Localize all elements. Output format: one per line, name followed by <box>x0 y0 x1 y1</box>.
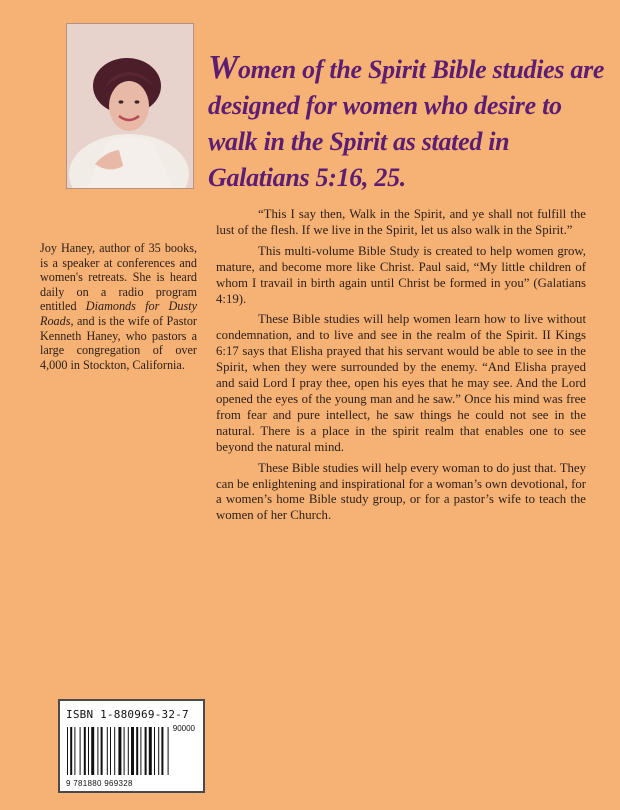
barcode-bar <box>110 727 111 775</box>
barcode-bar <box>97 727 98 775</box>
barcode-bar <box>67 727 68 775</box>
barcode-bar <box>124 727 125 775</box>
barcode-bar <box>145 727 147 775</box>
barcode-bar <box>158 727 159 775</box>
barcode-bar <box>88 727 89 775</box>
paragraph-uses: These Bible studies will help every woman to do just that. They can be enlightening and inspirational for a woman’s own devotional, for a women’s home Bible study group, or for a pastor’s wife to teach the women of her Church. <box>216 460 586 523</box>
barcode-bar <box>128 727 129 775</box>
barcode-box <box>58 699 205 793</box>
barcode-bar <box>161 727 163 775</box>
barcode-bar <box>136 727 138 775</box>
barcode-bar <box>140 727 141 775</box>
author-photo <box>66 23 194 189</box>
ean-number: 9 781880 969328 <box>66 779 133 788</box>
barcode-bar <box>80 727 81 775</box>
headline <box>208 50 608 196</box>
barcode-bar <box>118 727 121 775</box>
isbn-label: ISBN 1-880969-32-7 <box>66 708 189 721</box>
headline-text: omen of the Spirit Bible studies are designed for women who desire to walk in the Spirit as stated in Galatians 5:16, 25. <box>208 55 605 192</box>
description-body <box>216 207 586 529</box>
barcode-bar <box>154 727 155 775</box>
paragraph-elisha: These Bible studies will help women learn how to live without condemnation, and to live and see in the realm of the Spirit. II Kings 6:17 says that Elisha prayed that his servant would be able to see in the Spirit, when they were surrounded by the enemy. “And Elisha prayed and said Lord I pray thee, open his eyes that he may see. And the Lord opened the eyes of the young man and he saw.” Once his mind was free from fear and pure intellect, he saw things he could not see in the natural. There is a place in the spirit realm that enables one to see beyond the natural mind. <box>216 312 586 454</box>
barcode-bar <box>149 727 152 775</box>
barcode-bar <box>74 727 75 775</box>
bio-program-title: Diamonds for Dusty Roads, <box>40 299 197 328</box>
barcode-bar <box>70 727 72 775</box>
barcode-bar <box>168 727 169 775</box>
barcode-bar <box>91 727 94 775</box>
barcode-bar <box>131 727 134 775</box>
barcode-bar <box>114 727 115 775</box>
paragraph-scripture-quote: “This I say then, Walk in the Spirit, and ye shall not fulfill the lust of the flesh. If we live in the Spirit, let us also walk in the Spirit.” <box>216 207 586 237</box>
bio-text-start: Joy Haney, author of 35 books, is a speaker at conferences and women's retreats. She is heard daily on a radio program entitled <box>40 241 197 314</box>
barcode-bar <box>101 727 103 775</box>
bio-text-end: and is the wife of Pastor Kenneth Haney, who pastors a large congregation of over 4,000 in Stockton, California. <box>40 313 197 372</box>
barcode-bars <box>66 727 194 775</box>
barcode-bar <box>84 727 86 775</box>
price-code: 90000 <box>172 724 195 733</box>
author-bio <box>40 241 197 372</box>
barcode-bar <box>107 727 108 775</box>
paragraph-study-purpose: This multi-volume Bible Study is created to help women grow, mature, and become more like Christ. Paul said, “My little children of whom I travail in birth again until Christ be formed in you” (Galatians 4:19). <box>216 243 586 306</box>
headline-drop-letter: W <box>208 49 238 86</box>
